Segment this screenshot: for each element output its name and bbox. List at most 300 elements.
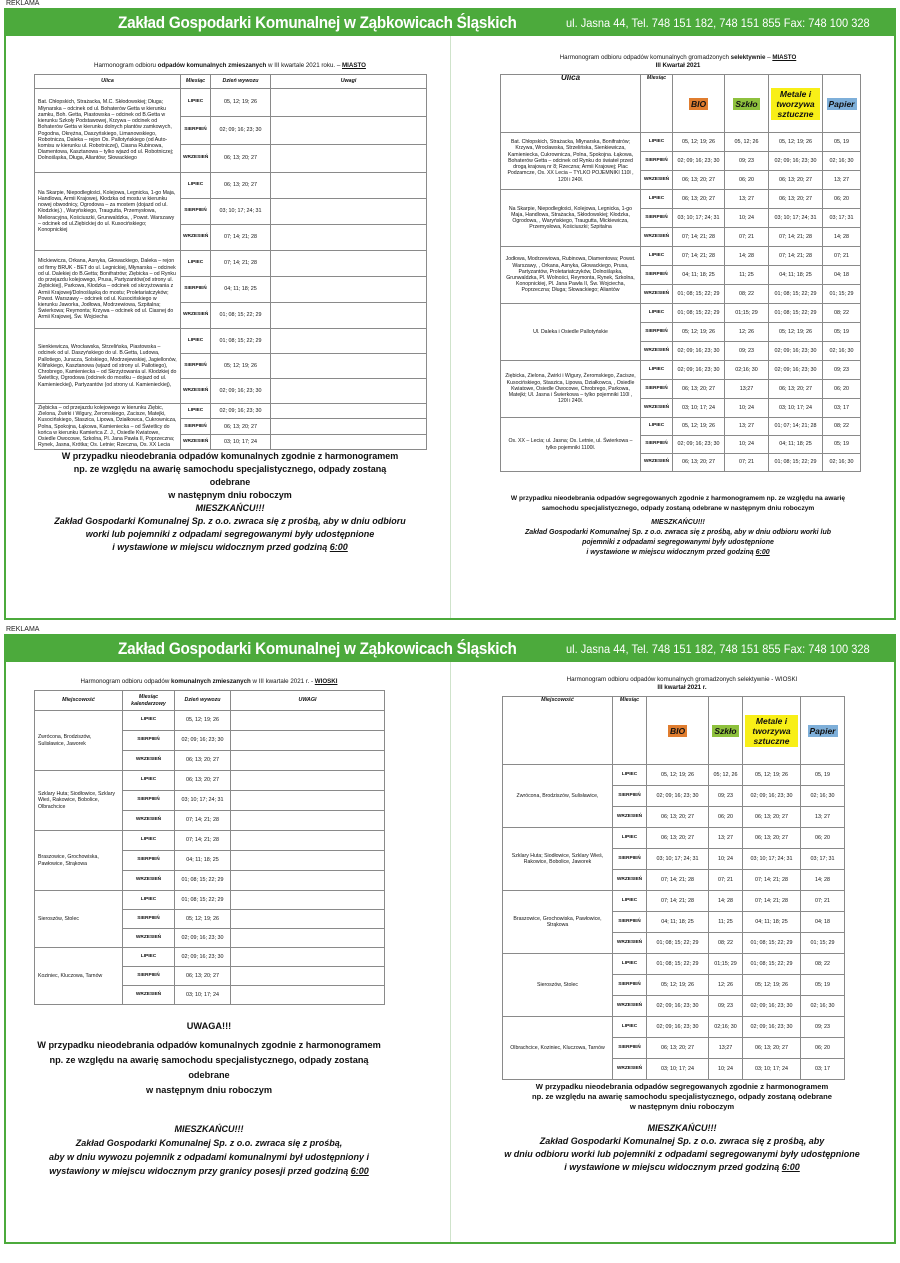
glass-header bbox=[709, 697, 743, 765]
table-row bbox=[35, 251, 427, 277]
month-cell: LIPIEC bbox=[641, 361, 673, 380]
remarks-cell bbox=[271, 117, 427, 145]
resident-heading: MIESZKAŃCU!!! bbox=[647, 1123, 717, 1133]
dates-cell: 09; 23 bbox=[801, 1017, 845, 1038]
plea-text: i wystawione w miejscu widocznym przed godziną bbox=[564, 1162, 782, 1172]
table-row bbox=[35, 173, 427, 199]
warning-text: UWAGA!!! bbox=[186, 1021, 232, 1031]
dates-cell: 06; 13; 20; 27 bbox=[211, 419, 271, 434]
month-cell: WRZESIEŃ bbox=[181, 379, 211, 404]
month-cell: LIPIEC bbox=[613, 954, 647, 975]
remarks-cell bbox=[271, 173, 427, 199]
table-row bbox=[503, 765, 845, 786]
notice-line: np. ze względu na awarię samochodu specjalistycznego, odpady zostaną odebrane bbox=[49, 1055, 369, 1080]
remarks-cell bbox=[231, 851, 385, 871]
dates-cell: 06; 13; 20; 27 bbox=[769, 171, 823, 190]
dates-cell: 04; 18 bbox=[823, 266, 861, 285]
remarks-cell bbox=[231, 986, 385, 1005]
table-title bbox=[500, 36, 856, 62]
title-part: odpadów komunalnych zmieszanych bbox=[157, 62, 267, 69]
dates-cell: 01;15; 29 bbox=[709, 954, 743, 975]
remarks-cell bbox=[231, 891, 385, 910]
month-cell: WRZESIEŃ bbox=[613, 1059, 647, 1080]
column-header: Uwagi bbox=[271, 75, 427, 89]
glass-header bbox=[725, 75, 769, 133]
column-header: Miesiąc bbox=[641, 75, 673, 133]
month-cell: LIPIEC bbox=[641, 133, 673, 152]
table-row bbox=[35, 771, 385, 791]
dates-cell: 05, 12; 19; 26 bbox=[673, 133, 725, 152]
dates-cell: 05; 12; 19; 26 bbox=[743, 975, 801, 996]
month-cell: LIPIEC bbox=[181, 173, 211, 199]
bio-label: BIO bbox=[669, 725, 686, 736]
dates-cell: 01; 08; 15; 22; 29 bbox=[175, 871, 231, 891]
dates-cell: 06; 13; 20; 27 bbox=[743, 807, 801, 828]
dates-cell: 13; 27 bbox=[725, 418, 769, 436]
plea-line bbox=[500, 528, 856, 538]
dates-cell: 07; 14; 21; 28 bbox=[647, 870, 709, 891]
dates-cell: 07; 14; 21; 28 bbox=[769, 228, 823, 247]
notice-line: W przypadku nieodebrania odpadów komunalnych zgodnie z harmonogramem bbox=[61, 451, 399, 462]
header-row bbox=[503, 697, 845, 765]
company-banner bbox=[6, 636, 894, 662]
dates-cell: 05, 12; 19; 26 bbox=[175, 711, 231, 731]
dates-cell: 06; 13; 20; 27 bbox=[211, 173, 271, 199]
street-list: Ul. Daleka i Osiedle Pallotyńskie bbox=[501, 304, 641, 361]
dates-cell: 06; 13; 20; 27 bbox=[673, 454, 725, 472]
plea-line bbox=[502, 1135, 862, 1148]
dates-cell: 10; 24 bbox=[725, 436, 769, 454]
dates-cell: 05; 19 bbox=[801, 975, 845, 996]
dates-cell: 10; 24 bbox=[725, 209, 769, 228]
dates-cell: 09; 23 bbox=[725, 152, 769, 171]
street-list: Koziniec, Kluczowa, Tarnów bbox=[35, 948, 123, 1005]
table-row bbox=[35, 329, 427, 354]
month-cell: WRZESIEŃ bbox=[641, 454, 673, 472]
dates-cell: 05, 12; 19; 26 bbox=[673, 418, 725, 436]
dates-cell: 07; 14; 21; 28 bbox=[743, 891, 801, 912]
month-cell: LIPIEC bbox=[613, 891, 647, 912]
plea-line bbox=[502, 1148, 862, 1161]
dates-cell: 06; 13; 20; 27 bbox=[211, 145, 271, 173]
column-header: Ulica bbox=[35, 75, 181, 89]
dates-cell: 04; 18 bbox=[801, 912, 845, 933]
dates-cell: 07; 14; 21; 28 bbox=[769, 247, 823, 266]
column-header: Dzień wywozu bbox=[211, 75, 271, 89]
street-list: Na Skarpie, Niepodległości, Kolejowa, Legnicka, 1-go Maja, Handlowa, Armii Krajowej, Kłodzka od mostu w kierunku nowej obwodnicy, Ogrodowa – za mostem (dojazd od ul. Kłodzkiej.) , Waryńskiego, Traugutta, Przemysłowa, Melioracyjna, Kościuszki, Grunwaldzka, , Powst. Warszawy – odcinek od ul.Ziębickiej do ul. Kusocińskiego; Konopnickiej bbox=[35, 173, 181, 251]
dates-cell: 03; 10; 17; 24 bbox=[769, 399, 823, 418]
plea-line bbox=[34, 528, 426, 541]
month-cell: WRZESIEŃ bbox=[181, 434, 211, 449]
plea-text: wystawiony w miejscu widocznym przy granicy posesji przed godziną bbox=[49, 1166, 351, 1176]
dates-cell: 04; 11; 18; 25 bbox=[673, 266, 725, 285]
street-list: Sienkiewicza, Wrocławska, Strzelińska, Piastowska – odcinek od ul. Daszyńskiego do ul. B.Getta, Ludowa, Pallotiego, Juracza, Solskiego, Modrzejewskiej, Jagiellonów, Kilińskiego, Kasztanowa (wjazd od strony ul. Pallotiego), Chrobrego, Kamieniecka – od Skrzyżowania ul. Kłodzkiej do Świetlicy, Ogrodowa (odcinek do mostku – dojazd od ul. Kamienieckiej), Partyzantów (od strony ul. Kamienieckiej), bbox=[35, 329, 181, 404]
table-row bbox=[501, 361, 861, 380]
deadline-time: 6:00 bbox=[329, 542, 348, 553]
resident-heading: MIESZKAŃCU!!! bbox=[174, 1124, 244, 1134]
dates-cell: 05; 12, 26 bbox=[709, 765, 743, 786]
remarks-cell bbox=[271, 404, 427, 419]
remarks-cell bbox=[231, 910, 385, 929]
dates-cell: 06; 13; 20; 27 bbox=[743, 828, 801, 849]
street-list: Bat. Chłopskich, Strażacka, M.C. Skłodowskiej; Długa; Młynarska – odcinek od ul. Bohaterów Getta w kierunku zamku, Boh. Getta, Piastowska – odcinek od B.Getta w kierunku Szkoły Podstawowej, Krzywa – odcinek od Bohaterów Getta w kierunku dolnych plantów zamkowych, Pogodna, Okrężna, Daszyńskiego, Limanowskiego, Robotnicza, Daleka – rejon Os. Pallotyńskiego (od Auto-komisu w kierunku ul. Robotniczej), Ciasna Rubinowa, Diamentowa, Kasztanowa – tylko wjazd od ul. Robotniczej; Dolnośląska, Długa, Aliantów; Słowackiego bbox=[35, 89, 181, 173]
dates-cell: 06; 13; 20; 27 bbox=[673, 171, 725, 190]
month-cell: LIPIEC bbox=[123, 891, 175, 910]
company-address: ul. Jasna 44, Tel. 748 151 182, 748 151 855 Fax: 748 100 328 bbox=[566, 642, 870, 656]
month-cell: WRZESIEŃ bbox=[123, 871, 175, 891]
month-cell: SIERPIEŃ bbox=[181, 117, 211, 145]
title-place: MIASTO bbox=[342, 62, 366, 69]
month-cell: WRZESIEŃ bbox=[641, 399, 673, 418]
month-cell: SIERPIEŃ bbox=[181, 354, 211, 379]
dates-cell: 03; 10; 17; 24; 31 bbox=[175, 791, 231, 811]
dates-cell: 02; 09; 16; 23; 30 bbox=[743, 996, 801, 1017]
dates-cell: 05, 12; 26 bbox=[725, 133, 769, 152]
plea-line bbox=[500, 538, 856, 548]
dates-cell: 05; 19 bbox=[823, 436, 861, 454]
dates-cell: 01; 08; 15; 22; 29 bbox=[769, 285, 823, 304]
remarks-cell bbox=[231, 871, 385, 891]
month-cell: SIERPIEŃ bbox=[613, 786, 647, 807]
street-list: Zwrócona, Brodziszów, Sulisławice, bbox=[503, 765, 613, 828]
dates-cell: 05; 12; 19; 26 bbox=[211, 354, 271, 379]
dates-cell: 01; 08; 15; 22; 29 bbox=[647, 954, 709, 975]
column-header: Miesiąc bbox=[613, 697, 647, 765]
column-header: Ulica bbox=[501, 75, 641, 133]
month-cell: LIPIEC bbox=[641, 304, 673, 323]
table-row bbox=[35, 891, 385, 910]
month-cell: LIPIEC bbox=[641, 190, 673, 209]
dates-cell: 07; 14; 21; 28 bbox=[175, 811, 231, 831]
deadline-time: 6:00 bbox=[781, 1162, 800, 1172]
street-list: Jodłowa, Modrzewiowa, Rubinowa, Diamentowa; Powst. Warszawy, , Orkana, Asnyka, Głowackiego, Prusa, Partyzantów, Proletariatczyków, Dolnośląska, Grunwaldzka, Pl. Wolności, Reymonta, Rynek, Szkolna, Konopnickiej, Pl. Jana Pawła II, Św. Wojciecha, Poprzeczna; Długa; Słowackiego; Aliantów bbox=[501, 247, 641, 304]
dates-cell: 01; 07; 14; 21; 28 bbox=[769, 418, 823, 436]
remarks-cell bbox=[271, 199, 427, 225]
remarks-cell bbox=[271, 89, 427, 117]
paper-label: Papier bbox=[828, 98, 855, 109]
notice-line: W przypadku nieodebrania odpadów segregowanych zgodnie z harmonogramem bbox=[535, 1082, 829, 1091]
dates-cell: 08; 22 bbox=[823, 304, 861, 323]
remarks-cell bbox=[231, 929, 385, 948]
remarks-cell bbox=[271, 329, 427, 354]
paper-header bbox=[801, 697, 845, 765]
plea-text: i wystawione w miejscu widocznym przed godziną bbox=[586, 549, 756, 556]
month-cell: WRZESIEŃ bbox=[123, 929, 175, 948]
dates-cell: 01; 08; 15; 22; 29 bbox=[673, 304, 725, 323]
dates-cell: 08; 22 bbox=[801, 954, 845, 975]
notice bbox=[34, 450, 426, 502]
dates-cell: 02; 16; 30 bbox=[823, 342, 861, 361]
remarks-cell bbox=[231, 711, 385, 731]
dates-cell: 02; 09; 16; 23; 30 bbox=[647, 786, 709, 807]
dates-cell: 02; 09; 16; 23; 30 bbox=[175, 731, 231, 751]
dates-cell: 09; 23 bbox=[709, 786, 743, 807]
street-list: Os. XX – Lecia; ul. Jasna; Os. Letnie, ul. Świerkowa – tylko pojemniki 1100l. bbox=[501, 418, 641, 472]
table-subtitle: III Kwartał 2021 bbox=[655, 62, 701, 69]
table-title bbox=[34, 36, 426, 70]
month-cell: SIERPIEŃ bbox=[613, 849, 647, 870]
schedule-table bbox=[34, 74, 427, 450]
dates-cell: 06; 13; 20; 27 bbox=[769, 190, 823, 209]
month-cell: WRZESIEŃ bbox=[181, 303, 211, 329]
dates-cell: 14; 28 bbox=[709, 891, 743, 912]
table-row bbox=[35, 948, 385, 967]
dates-cell: 05; 19 bbox=[823, 323, 861, 342]
plea bbox=[34, 1122, 384, 1178]
metal-header bbox=[769, 75, 823, 133]
month-cell: WRZESIEŃ bbox=[641, 285, 673, 304]
plea-text: i wystawione w miejscu widocznym przed godziną bbox=[112, 542, 330, 553]
month-cell: SIERPIEŃ bbox=[641, 323, 673, 342]
month-cell: SIERPIEŃ bbox=[641, 380, 673, 399]
metal-header bbox=[743, 697, 801, 765]
dates-cell: 03; 10; 17; 24 bbox=[673, 399, 725, 418]
notice-line: w następnym dniu roboczym bbox=[629, 1102, 735, 1111]
remarks-cell bbox=[231, 731, 385, 751]
month-cell: SIERPIEŃ bbox=[641, 209, 673, 228]
remarks-cell bbox=[231, 967, 385, 986]
bio-header bbox=[673, 75, 725, 133]
dates-cell: 07; 14; 21; 28 bbox=[175, 831, 231, 851]
title-part: komunalnych zmieszanych bbox=[171, 678, 251, 685]
dates-cell: 03; 17 bbox=[801, 1059, 845, 1080]
dates-cell: 07; 14; 21; 28 bbox=[673, 247, 725, 266]
title-part: selektywnie bbox=[730, 54, 766, 61]
table-row bbox=[503, 828, 845, 849]
dates-cell: 02; 09; 16; 23; 30 bbox=[647, 1017, 709, 1038]
street-list: Szklary Huta; Siodłowice, Szklary Wieś, Rakowice, Bobolice, Jaworek bbox=[503, 828, 613, 891]
remarks-cell bbox=[231, 831, 385, 851]
dates-cell: 03; 10; 17; 24; 31 bbox=[769, 209, 823, 228]
mixed-village-panel bbox=[34, 662, 384, 1178]
dates-cell: 06; 20 bbox=[709, 807, 743, 828]
dates-cell: 02;16; 30 bbox=[709, 1017, 743, 1038]
street-list: Braszowice, Grochowiska, Pawłowice, Strąkowa bbox=[35, 831, 123, 891]
month-cell: SIERPIEŃ bbox=[613, 1038, 647, 1059]
month-cell: LIPIEC bbox=[123, 771, 175, 791]
column-header: Dzień wywozu bbox=[175, 691, 231, 711]
notice bbox=[502, 1082, 862, 1112]
notice-line: np. ze względu na awarię samochodu specjalistycznego, odpady zostaną bbox=[73, 464, 387, 475]
dates-cell: 09; 23 bbox=[823, 361, 861, 380]
title-part: w III kwartale 2021 roku. – bbox=[266, 62, 342, 69]
selective-city-panel bbox=[500, 36, 856, 558]
month-cell: LIPIEC bbox=[123, 831, 175, 851]
column-header: Miesiąc bbox=[181, 75, 211, 89]
dates-cell: 03; 10; 17; 24; 31 bbox=[647, 849, 709, 870]
dates-cell: 01; 08; 15; 22; 29 bbox=[769, 454, 823, 472]
plea-line bbox=[502, 1161, 862, 1174]
dates-cell: 01; 08; 15; 22; 29 bbox=[743, 954, 801, 975]
table-row bbox=[503, 954, 845, 975]
dates-cell: 01; 08; 15; 22; 29 bbox=[769, 304, 823, 323]
dates-cell: 04; 11; 18; 25 bbox=[647, 912, 709, 933]
street-list: Olbrachcice, Koziniec, Kluczowa, Tarnów bbox=[503, 1017, 613, 1080]
remarks-cell bbox=[271, 277, 427, 303]
table-row bbox=[35, 89, 427, 117]
dates-cell: 02; 09; 16; 23; 30 bbox=[211, 404, 271, 419]
month-cell: LIPIEC bbox=[641, 418, 673, 436]
dates-cell: 01; 08; 15; 22; 29 bbox=[211, 303, 271, 329]
title-part: Harmonogram odbioru odpadów bbox=[80, 678, 172, 685]
dates-cell: 14; 28 bbox=[823, 228, 861, 247]
dates-cell: 13;27 bbox=[709, 1038, 743, 1059]
dates-cell: 06; 20 bbox=[801, 828, 845, 849]
month-cell: WRZESIEŃ bbox=[123, 751, 175, 771]
dates-cell: 01; 08; 15; 22; 29 bbox=[211, 329, 271, 354]
dates-cell: 04; 11; 18; 25 bbox=[175, 851, 231, 871]
dates-cell: 10; 24 bbox=[709, 1059, 743, 1080]
dates-cell: 01; 08; 15; 22; 29 bbox=[647, 933, 709, 954]
dates-cell: 03; 10; 17; 24 bbox=[743, 1059, 801, 1080]
plea-line bbox=[34, 1164, 384, 1178]
ad-label: REKLAMA bbox=[6, 0, 40, 7]
month-cell: WRZESIEŃ bbox=[641, 228, 673, 247]
dates-cell: 10; 24 bbox=[725, 399, 769, 418]
remarks-cell bbox=[231, 948, 385, 967]
dates-cell: 05, 19 bbox=[823, 133, 861, 152]
remarks-cell bbox=[271, 434, 427, 449]
resident-heading: MIESZKAŃCU!!! bbox=[651, 519, 705, 526]
dates-cell: 03; 10; 17; 24; 31 bbox=[211, 199, 271, 225]
month-cell: LIPIEC bbox=[613, 1017, 647, 1038]
ad-label: REKLAMA bbox=[6, 626, 40, 633]
month-cell: SIERPIEŃ bbox=[123, 791, 175, 811]
dates-cell: 08; 22 bbox=[725, 285, 769, 304]
month-cell: SIERPIEŃ bbox=[123, 967, 175, 986]
month-cell: SIERPIEŃ bbox=[181, 277, 211, 303]
dates-cell: 02; 09; 16; 23; 30 bbox=[647, 996, 709, 1017]
month-cell: SIERPIEŃ bbox=[641, 266, 673, 285]
dates-cell: 05, 12; 19; 26 bbox=[743, 765, 801, 786]
remarks-cell bbox=[271, 303, 427, 329]
plea-line bbox=[34, 1136, 384, 1150]
notice-line: W przypadku nieodebrania odpadów komunalnych zgodnie z harmonogramem bbox=[37, 1040, 381, 1050]
dates-cell: 11; 25 bbox=[725, 266, 769, 285]
notice bbox=[34, 1019, 384, 1098]
header-row bbox=[501, 75, 861, 133]
dates-cell: 10; 24 bbox=[709, 849, 743, 870]
remarks-cell bbox=[271, 354, 427, 379]
dates-cell: 06; 13; 20; 27 bbox=[769, 380, 823, 399]
month-cell: SIERPIEŃ bbox=[181, 199, 211, 225]
dates-cell: 02; 09; 16; 23; 30 bbox=[769, 152, 823, 171]
dates-cell: 03; 10; 17; 24; 31 bbox=[673, 209, 725, 228]
dates-cell: 02; 09; 16; 23; 30 bbox=[211, 379, 271, 404]
plea-line bbox=[34, 1150, 384, 1164]
dates-cell: 08; 22 bbox=[709, 933, 743, 954]
dates-cell: 04; 11; 18; 25 bbox=[743, 912, 801, 933]
metal-label: Metale i tworzywa sztuczne bbox=[771, 88, 820, 120]
month-cell: SIERPIEŃ bbox=[123, 731, 175, 751]
table-row bbox=[35, 711, 385, 731]
dates-cell: 01; 08; 15; 22; 29 bbox=[743, 933, 801, 954]
dates-cell: 07; 14; 21; 28 bbox=[647, 891, 709, 912]
dates-cell: 02;16; 30 bbox=[725, 361, 769, 380]
divider bbox=[450, 662, 451, 1242]
deadline-time: 6:00 bbox=[350, 1166, 369, 1176]
bio-label: BIO bbox=[690, 98, 707, 109]
dates-cell: 02; 09; 16; 23; 30 bbox=[211, 117, 271, 145]
dates-cell: 07; 14; 21; 28 bbox=[743, 870, 801, 891]
ad-city bbox=[4, 8, 896, 620]
table-row bbox=[35, 404, 427, 419]
dates-cell: 01; 08; 15; 22; 29 bbox=[673, 285, 725, 304]
title-part: – bbox=[765, 54, 773, 61]
plea-text: worki lub pojemniki z odpadami segregowanymi były udostępnione bbox=[85, 529, 375, 540]
dates-cell: 03; 10; 17; 24 bbox=[211, 434, 271, 449]
month-cell: SIERPIEŃ bbox=[641, 152, 673, 171]
dates-cell: 07; 21 bbox=[725, 228, 769, 247]
dates-cell: 09; 23 bbox=[725, 342, 769, 361]
title-part: Harmonogram odbioru odpadów komunalnych gromadzonych bbox=[559, 54, 731, 61]
dates-cell: 05, 19 bbox=[801, 765, 845, 786]
dates-cell: 04; 11; 18; 25 bbox=[211, 277, 271, 303]
dates-cell: 05, 12; 19; 26 bbox=[647, 765, 709, 786]
dates-cell: 09; 23 bbox=[709, 996, 743, 1017]
dates-cell: 02; 09; 16; 23; 30 bbox=[769, 342, 823, 361]
dates-cell: 02; 09; 16; 23; 30 bbox=[673, 152, 725, 171]
column-header: Miejscowość bbox=[503, 697, 613, 765]
dates-cell: 02; 16; 30 bbox=[801, 996, 845, 1017]
dates-cell: 06; 13; 20; 27 bbox=[743, 1038, 801, 1059]
dates-cell: 06; 20 bbox=[801, 1038, 845, 1059]
dates-cell: 05, 12; 19; 26 bbox=[211, 89, 271, 117]
dates-cell: 06; 13; 20; 27 bbox=[175, 751, 231, 771]
notice-line: W przypadku nieodebrania odpadów segregowanych zgodnie z harmonogramem np. ze względu na awarię bbox=[510, 495, 846, 502]
dates-cell: 02; 09; 16; 23; 30 bbox=[743, 786, 801, 807]
plea-text: Zakład Gospodarki Komunalnej Sp. z o.o. zwraca się z prośbą, aby w dniu odbioru bbox=[54, 516, 406, 527]
remarks-cell bbox=[231, 751, 385, 771]
month-cell: WRZESIEŃ bbox=[613, 870, 647, 891]
dates-cell: 02; 09; 16; 23; 30 bbox=[769, 361, 823, 380]
plea-text: aby w dniu wywozu pojemnik z odpadami komunalnymi był udostępniony i bbox=[48, 1152, 370, 1162]
plea-text: Zakład Gospodarki Komunalnej Sp. z o.o. zwraca się z prośbą, bbox=[75, 1138, 343, 1148]
month-cell: SIERPIEŃ bbox=[613, 912, 647, 933]
notice-line: odebrane bbox=[209, 477, 251, 488]
dates-cell: 02; 16; 30 bbox=[823, 152, 861, 171]
street-list: Zwrócona, Brodziszów, Sulisławice, Jaworek bbox=[35, 711, 123, 771]
dates-cell: 01; 08; 15; 22; 29 bbox=[175, 891, 231, 910]
dates-cell: 01; 15; 29 bbox=[823, 285, 861, 304]
title-place: MIASTO bbox=[772, 54, 797, 61]
month-cell: LIPIEC bbox=[181, 251, 211, 277]
table-title: Harmonogram odbioru odpadów komunalnych gromadzonych selektywnie - WIOSKI bbox=[566, 676, 798, 683]
dates-cell: 04; 11; 18; 25 bbox=[769, 436, 823, 454]
dates-cell: 07; 14; 21; 28 bbox=[211, 251, 271, 277]
plea-line bbox=[34, 515, 426, 528]
remarks-cell bbox=[271, 225, 427, 251]
month-cell: WRZESIEŃ bbox=[613, 996, 647, 1017]
dates-cell: 05; 12; 19; 26 bbox=[647, 975, 709, 996]
dates-cell: 03; 17; 31 bbox=[823, 209, 861, 228]
dates-cell: 07; 21 bbox=[709, 870, 743, 891]
dates-cell: 03; 10; 17; 24 bbox=[175, 986, 231, 1005]
plea-text: w dniu odbioru worki lub pojemniki z odpadami segregowanymi były udostępnione bbox=[504, 1149, 860, 1159]
street-list: Ziębicka – od przejazdu kolejowego w kierunku Ziębic, Zielona, Żwirki i Wigury, Żeromskiego, Zacisze, Matejki, Kusocińskiego, Staszica, Lipowa, Działkowca, Cukrownicza, Polna, Spokojna, Łąkowa, Kamieniecka – od Świetlicy do końca w kierunku Kamieńca Z. J., Osiedle Kwiatowe, Osiedle Owocowe, Szkolna, Pl. Jana Pawła II, Poprzeczna; Rynek, Jasna, Krótka; Os. Letnie; Rzeczna, Os. XX Lecia bbox=[35, 404, 181, 450]
dates-cell: 06; 13; 20; 27 bbox=[647, 828, 709, 849]
dates-cell: 02; 09; 16; 23; 30 bbox=[743, 1017, 801, 1038]
plea bbox=[502, 1122, 862, 1174]
ad-village bbox=[4, 634, 896, 1244]
dates-cell: 03; 17 bbox=[823, 399, 861, 418]
column-header: Miesiąc kalendarzowy bbox=[123, 691, 175, 711]
dates-cell: 07; 14; 21; 28 bbox=[211, 225, 271, 251]
dates-cell: 02; 16; 30 bbox=[801, 786, 845, 807]
dates-cell: 04; 11; 18; 25 bbox=[769, 266, 823, 285]
month-cell: LIPIEC bbox=[613, 765, 647, 786]
dates-cell: 03; 10; 17; 24; 31 bbox=[743, 849, 801, 870]
